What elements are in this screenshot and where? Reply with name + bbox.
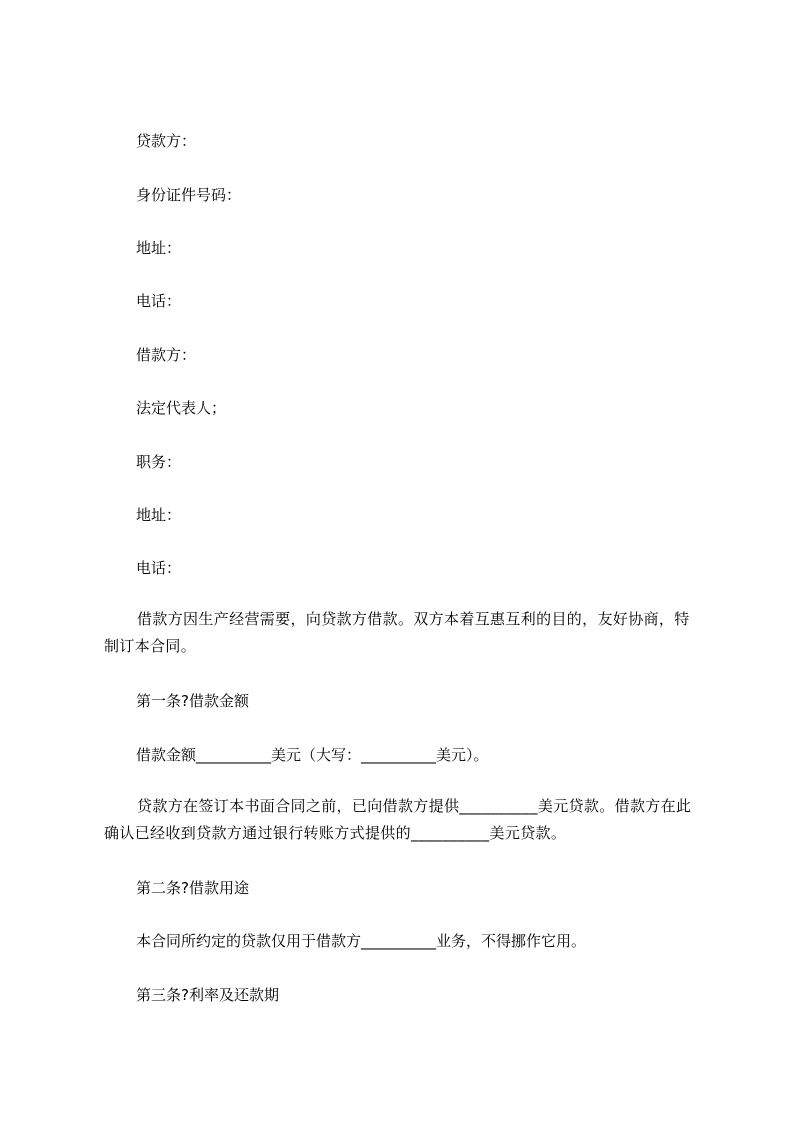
intro-paragraph: 借款方因生产经营需要，向贷款方借款。双方本着互惠互利的目的，友好协商，特制订本合同。: [104, 610, 690, 655]
article2-paragraph: 本合同所约定的贷款仅用于借款方__________业务，不得挪作它用。: [136, 932, 587, 950]
article1-amount-line: 借款金额__________美元（大写：__________美元）。: [136, 746, 489, 764]
borrower-label: 借款方：: [136, 346, 197, 364]
borrower-address-label: 地址：: [136, 506, 182, 524]
borrower-phone-label: 电话：: [136, 559, 182, 577]
article2-heading: 第二条?借款用途: [136, 879, 249, 897]
article3-heading: 第三条?利率及还款期: [136, 986, 279, 1004]
position-label: 职务：: [136, 453, 182, 471]
legal-representative-label: 法定代表人；: [136, 399, 227, 417]
article1-heading: 第一条?借款金额: [136, 692, 249, 710]
lender-address-label: 地址：: [136, 239, 182, 257]
id-number-label: 身份证件号码：: [136, 186, 242, 204]
lender-phone-label: 电话：: [136, 292, 182, 310]
article1-paragraph: 贷款方在签订本书面合同之前，已向借款方提供__________美元贷款。借款方在此确认已经收到贷款方通过银行转账方式提供的__________美元贷款。: [104, 797, 692, 842]
lender-label: 贷款方：: [136, 132, 197, 150]
